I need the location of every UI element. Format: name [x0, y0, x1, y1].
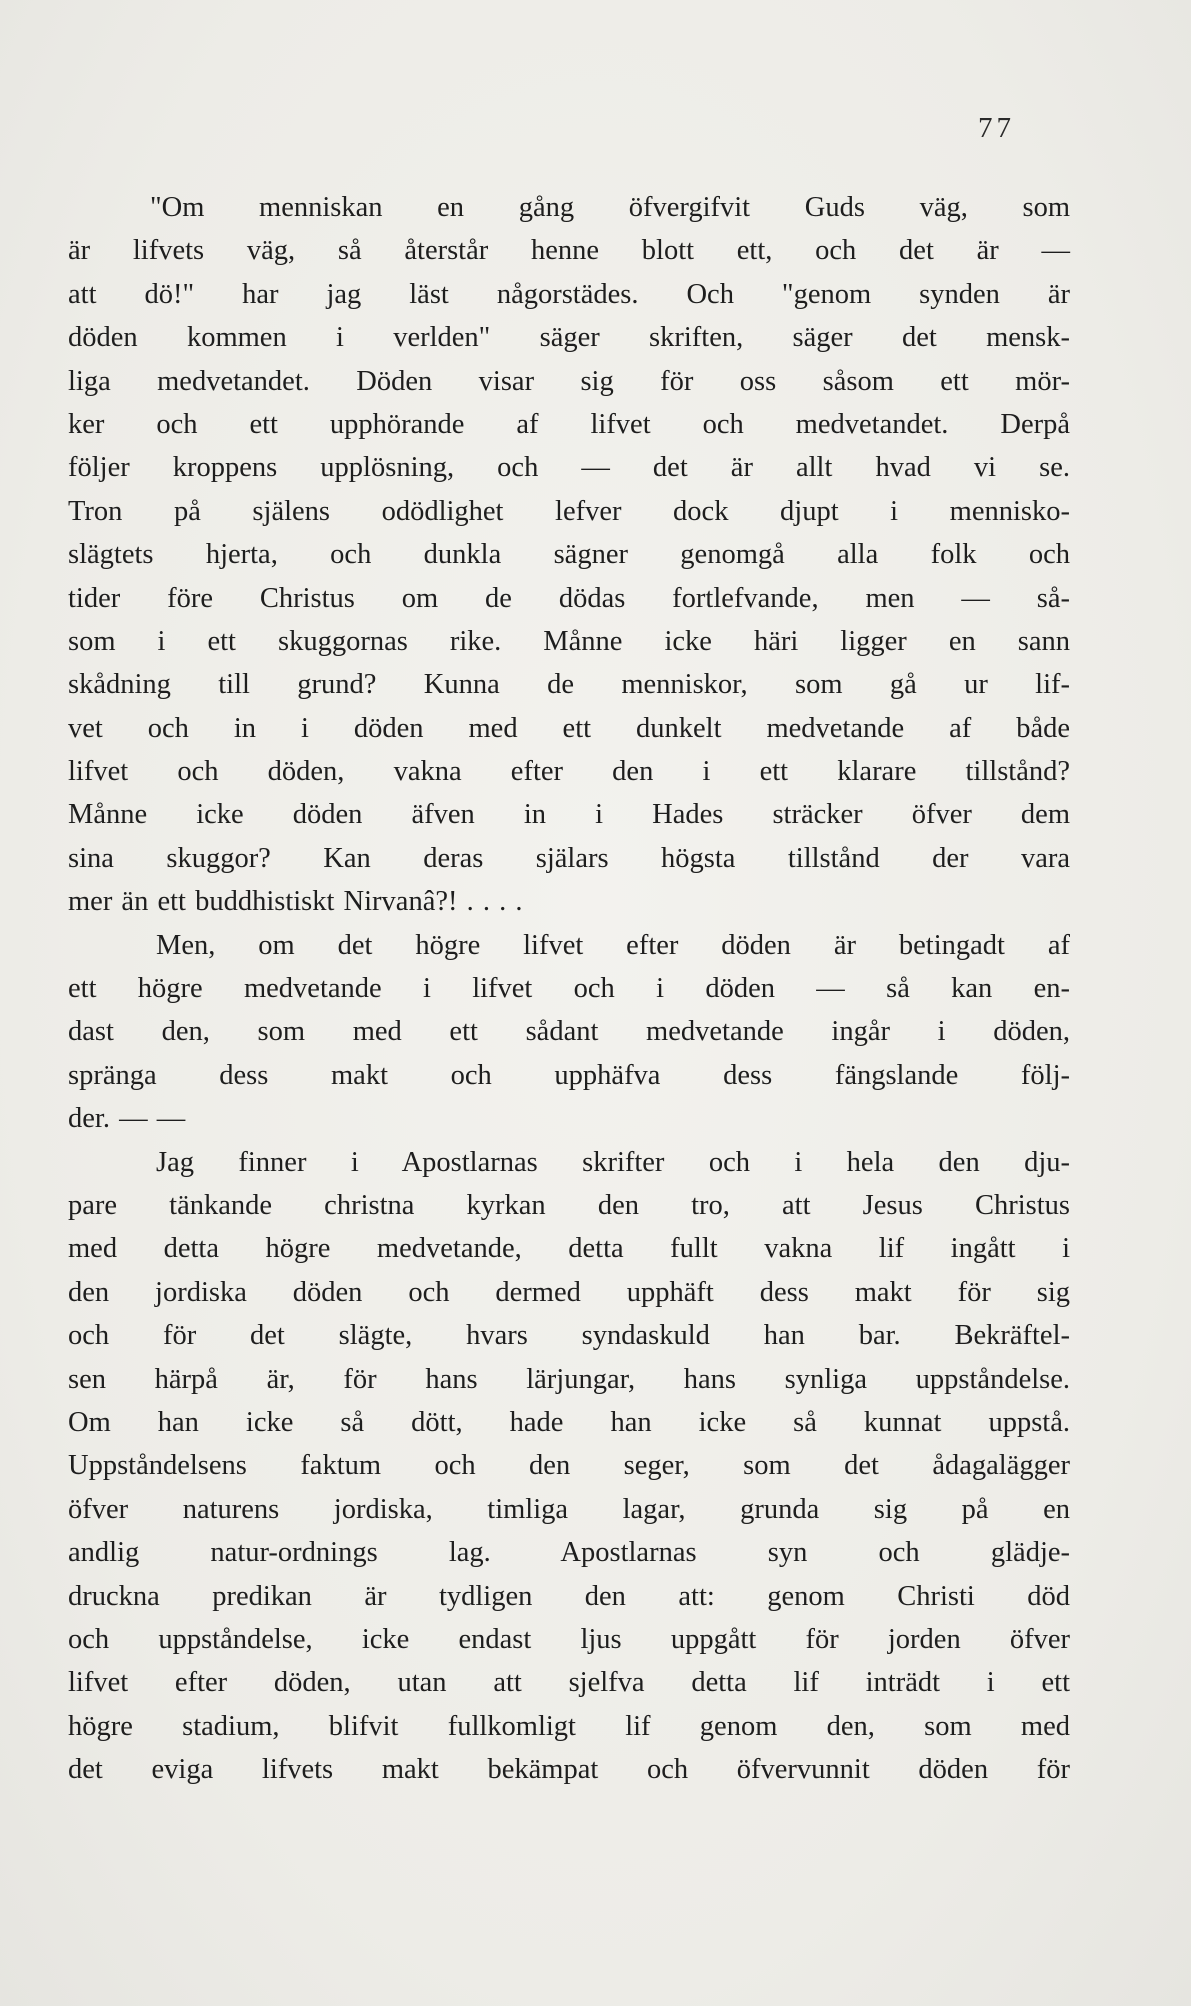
text-line: "Om menniskan en gång öfvergifvit Guds väg, som — [150, 192, 1070, 223]
text-line: spränga dess makt och upphäfva dess fängslande följ- — [68, 1059, 1070, 1091]
text-line: tider före Christus om de dödas fortlefvande, men — så- — [68, 582, 1070, 614]
text-line: Men, om det högre lifvet efter döden är betingadt af — [156, 929, 1070, 961]
text-line: den jordiska döden och dermed upphäft dess makt för sig — [68, 1276, 1070, 1308]
text-line: lifvet och döden, vakna efter den i ett klarare tillstånd? — [68, 756, 1070, 788]
text-line: det eviga lifvets makt bekämpat och öfvervunnit döden för — [68, 1754, 1070, 1786]
text-line: ett högre medvetande i lifvet och i döden — så kan en- — [68, 973, 1070, 1005]
text-line: druckna predikan är tydligen den att: genom Christi död — [68, 1580, 1070, 1612]
text-line: der. — — — [68, 1103, 186, 1135]
text-line: Om han icke så dött, hade han icke så kunnat uppstå. — [68, 1406, 1070, 1438]
text-line: liga medvetandet. Döden visar sig för oss såsom ett mör- — [68, 365, 1070, 397]
text-line: Tron på själens odödlighet lefver dock djupt i mennisko- — [68, 495, 1070, 527]
text-line: att dö!" har jag läst någorstädes. Och "genom synden är — [68, 278, 1070, 310]
text-line: Jag finner i Apostlarnas skrifter och i hela den dju- — [156, 1146, 1070, 1178]
text-line: öfver naturens jordiska, timliga lagar, grunda sig på en — [68, 1493, 1070, 1525]
text-line: skådning till grund? Kunna de menniskor, som gå ur lif- — [68, 669, 1070, 701]
text-line: andlig natur-ordnings lag. Apostlarnas syn och glädje- — [68, 1537, 1070, 1569]
text-line: Uppståndelsens faktum och den seger, som det ådagalägger — [68, 1450, 1070, 1482]
text-line: som i ett skuggornas rike. Månne icke häri ligger en sann — [68, 625, 1070, 657]
body-text — [68, 186, 1070, 1791]
text-line: slägtets hjerta, och dunkla sägner genomgå alla folk och — [68, 539, 1070, 571]
text-line: och för det slägte, hvars syndaskuld han bar. Bekräftel- — [68, 1320, 1070, 1352]
text-line: vet och in i döden med ett dunkelt medvetande af både — [68, 712, 1070, 744]
text-line: döden kommen i verlden" säger skriften, säger det mensk- — [68, 322, 1070, 354]
text-line: och uppståndelse, icke endast ljus uppgått för jorden öfver — [68, 1623, 1070, 1655]
text-line: Månne icke döden äfven in i Hades sträcker öfver dem — [68, 799, 1070, 831]
text-line: sen härpå är, för hans lärjungar, hans synliga uppståndelse. — [68, 1363, 1070, 1395]
text-line: högre stadium, blifvit fullkomligt lif genom den, som med — [68, 1710, 1070, 1742]
text-line: sina skuggor? Kan deras själars högsta tillstånd der vara — [68, 842, 1070, 874]
text-line: dast den, som med ett sådant medvetande ingår i döden, — [68, 1016, 1070, 1048]
text-line: följer kroppens upplösning, och — det är allt hvad vi se. — [68, 452, 1070, 484]
text-line: är lifvets väg, så återstår henne blott ett, och det är — — [68, 235, 1070, 267]
text-line: pare tänkande christna kyrkan den tro, att Jesus Christus — [68, 1189, 1070, 1221]
text-line: ker och ett upphörande af lifvet och medvetandet. Derpå — [68, 408, 1070, 440]
page-number: 77 — [978, 112, 1015, 144]
text-line: med detta högre medvetande, detta fullt vakna lif ingått i — [68, 1233, 1070, 1265]
text-line: mer än ett buddhistiskt Nirvanâ?! . . . . — [68, 886, 523, 918]
text-line: lifvet efter döden, utan att sjelfva detta lif inträdt i ett — [68, 1667, 1070, 1699]
